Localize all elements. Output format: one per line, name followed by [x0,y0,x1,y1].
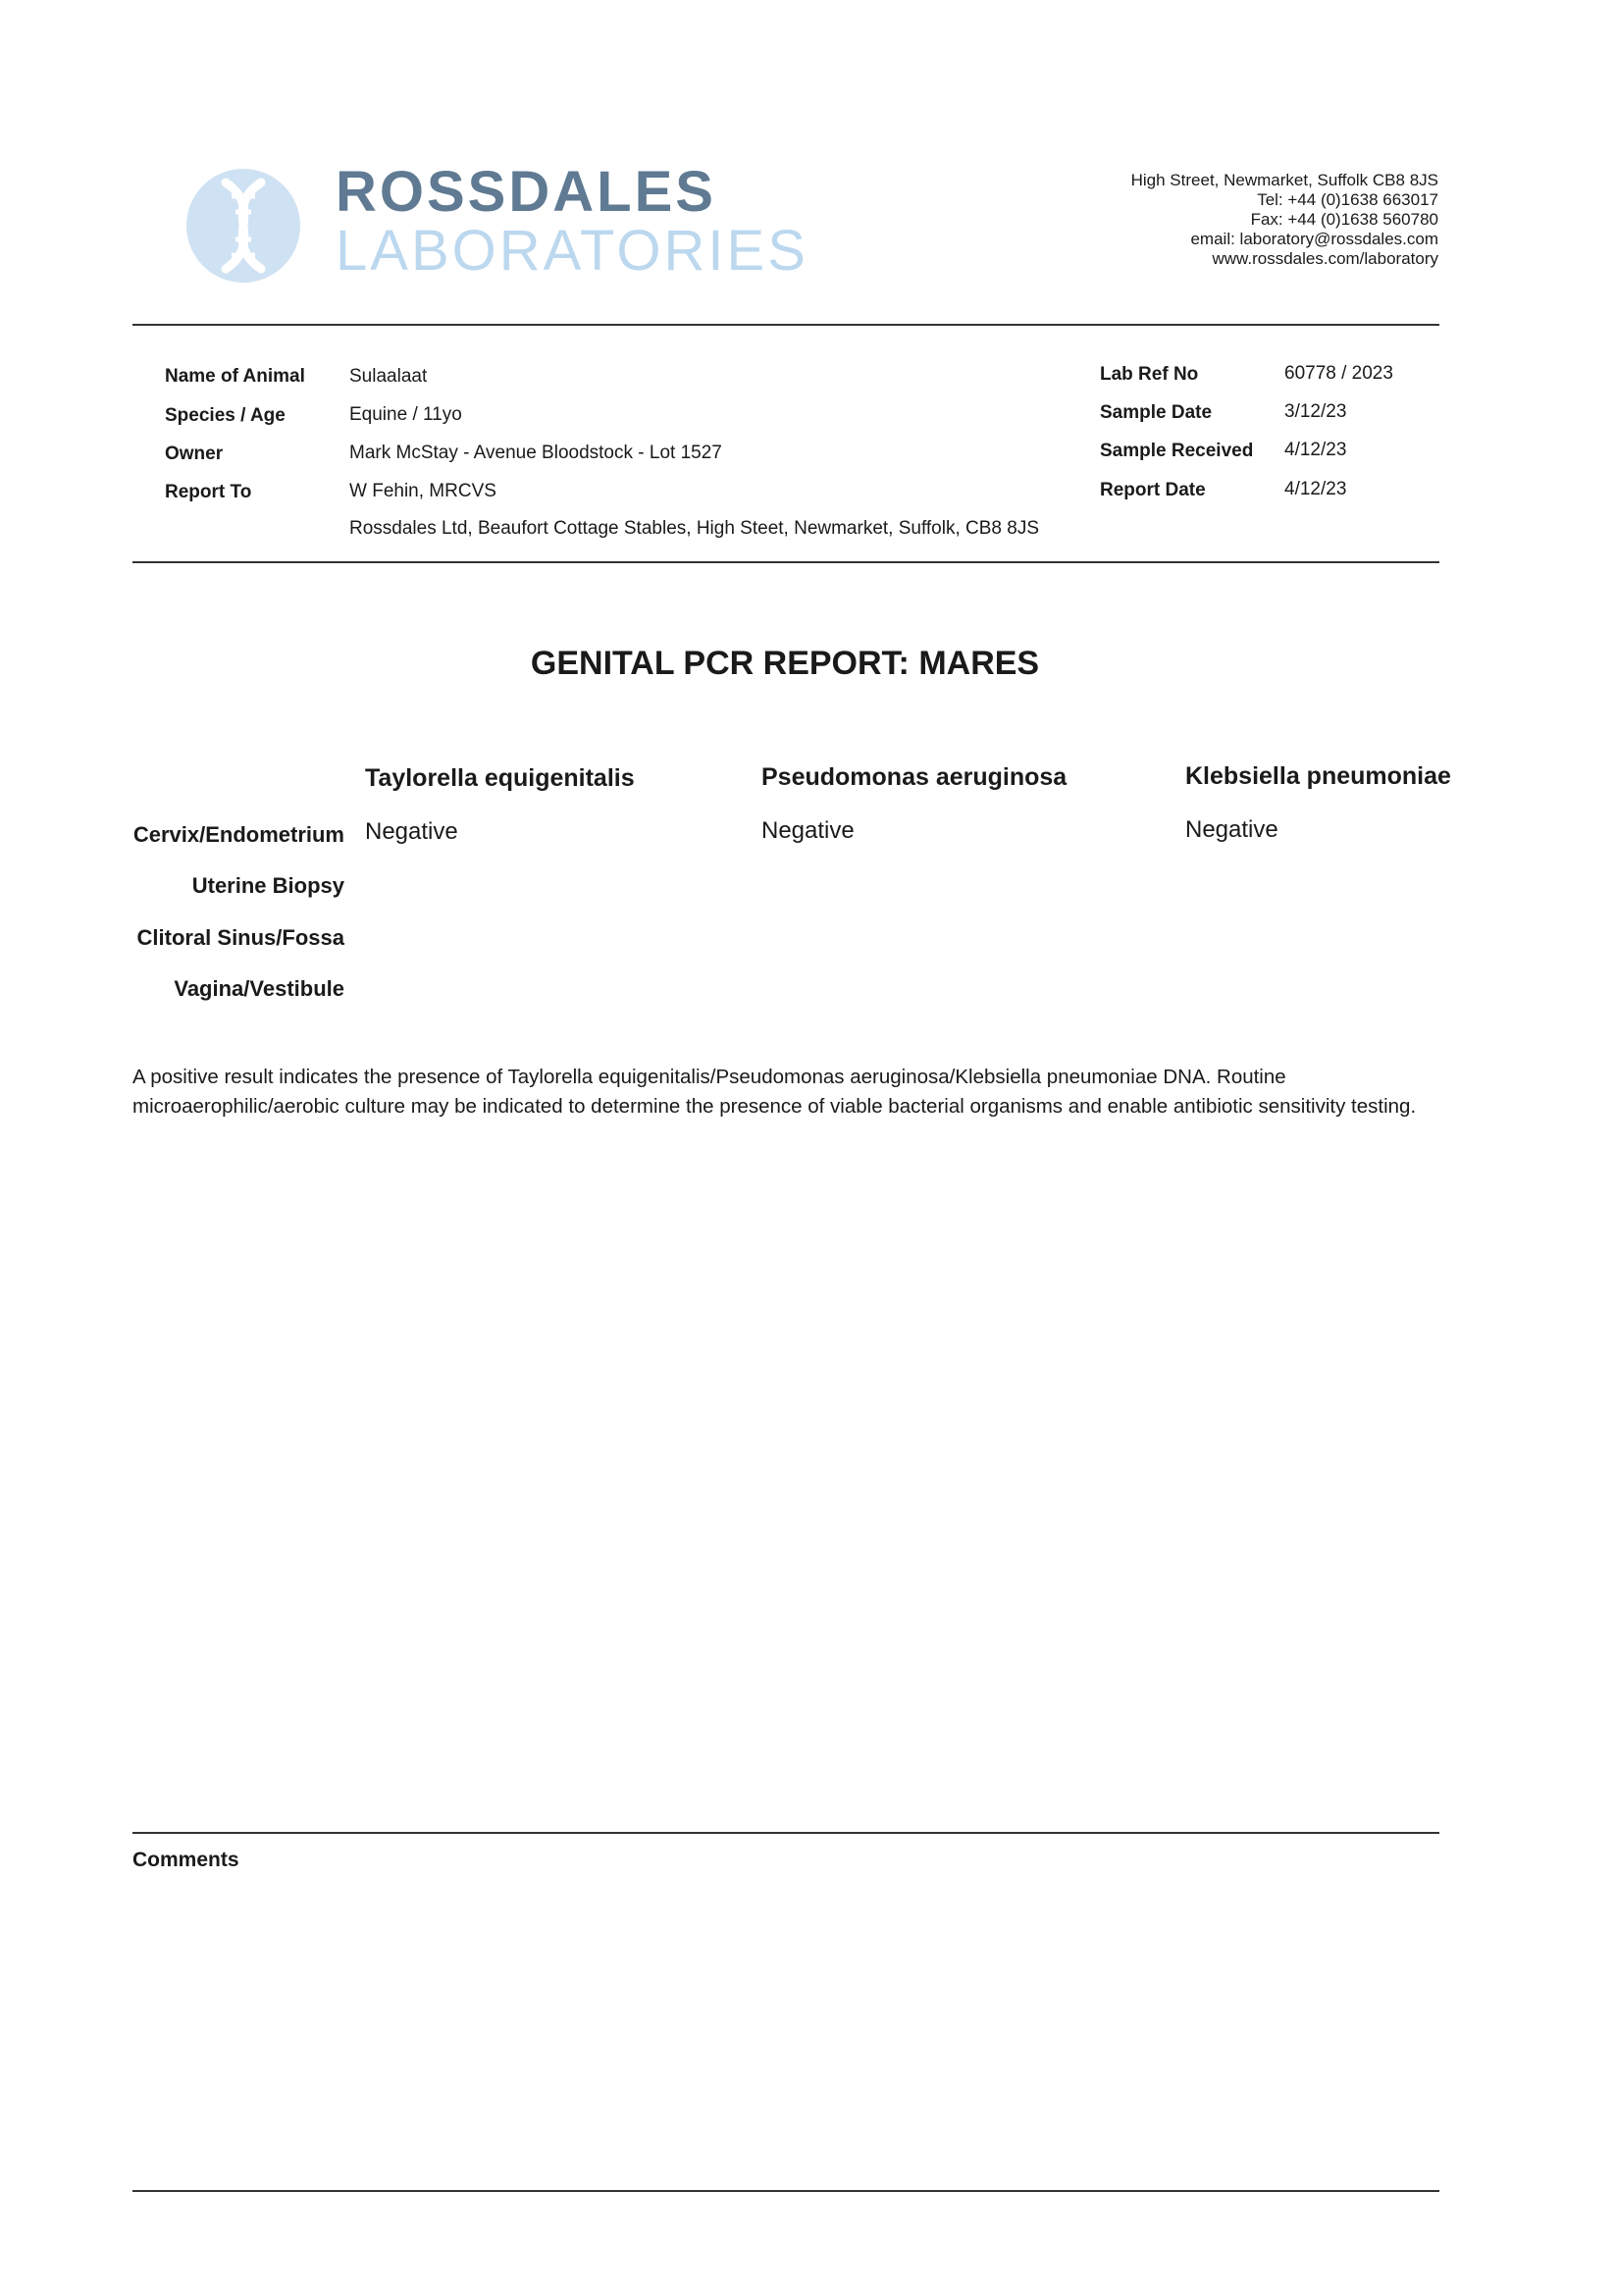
report-date-label: Report Date [1100,480,1206,500]
report-date-value: 4/12/23 [1284,479,1347,499]
result-cell: Negative [365,818,458,845]
website: www.rossdales.com/laboratory [1212,249,1438,268]
sample-date-label: Sample Date [1100,402,1213,423]
owner-value: Mark McStay - Avenue Bloodstock - Lot 1527 [349,443,722,463]
row-label: Vagina/Vestibule [174,976,344,1001]
sample-received-label: Sample Received [1100,441,1254,461]
column-header: Klebsiella pneumoniae [1185,762,1451,790]
result-note: A positive result indicates the presence of Taylorella equigenitalis/Pseudomonas aeruginosa/Klebsiella pneumoniae DNA. Routine microaerophilic/aerobic culture may be indicated to determine the presence of viable bacterial organisms and enable antibiotic sensitivity testing. [132,1066,1417,1118]
row-label: Uterine Biopsy [191,873,344,898]
owner-label: Owner [165,444,224,464]
lab-ref-value: 60778 / 2023 [1284,363,1393,384]
contact-block [1131,171,1438,269]
result-cell: Negative [761,817,855,844]
dna-helix-icon [182,165,304,287]
logo-title: ROSSDALES [336,160,716,224]
sample-received-value: 4/12/23 [1284,440,1347,460]
header-divider [132,324,1439,326]
report-to-value: W Fehin, MRCVS [349,481,496,501]
info-divider [132,561,1439,563]
report-to-address: Rossdales Ltd, Beaufort Cottage Stables, High Steet, Newmarket, Suffolk, CB8 8JS [349,518,1040,539]
species-label: Species / Age [165,405,286,426]
sample-date-value: 3/12/23 [1284,401,1347,422]
report-title: GENITAL PCR REPORT: MARES [530,645,1040,682]
report-to-label: Report To [165,482,252,502]
email: email: laboratory@rossdales.com [1190,230,1438,248]
row-label: Cervix/Endometrium [132,822,344,847]
name-value: Sulaalaat [349,366,428,387]
result-cell: Negative [1185,816,1278,843]
address: High Street, Newmarket, Suffolk CB8 8JS [1130,171,1438,189]
name-label: Name of Animal [165,366,305,387]
lab-ref-label: Lab Ref No [1100,364,1199,385]
row-label: Clitoral Sinus/Fossa [136,925,344,950]
footer-divider [132,2190,1439,2192]
logo-subtitle: LABORATORIES [336,219,808,283]
column-header: Taylorella equigenitalis [365,764,635,792]
comments-divider [132,1832,1439,1834]
species-value: Equine / 11yo [349,404,462,425]
telephone: Tel: +44 (0)1638 663017 [1257,190,1438,209]
comments-label: Comments [132,1849,239,1871]
fax: Fax: +44 (0)1638 560780 [1250,210,1438,229]
column-header: Pseudomonas aeruginosa [761,763,1068,791]
